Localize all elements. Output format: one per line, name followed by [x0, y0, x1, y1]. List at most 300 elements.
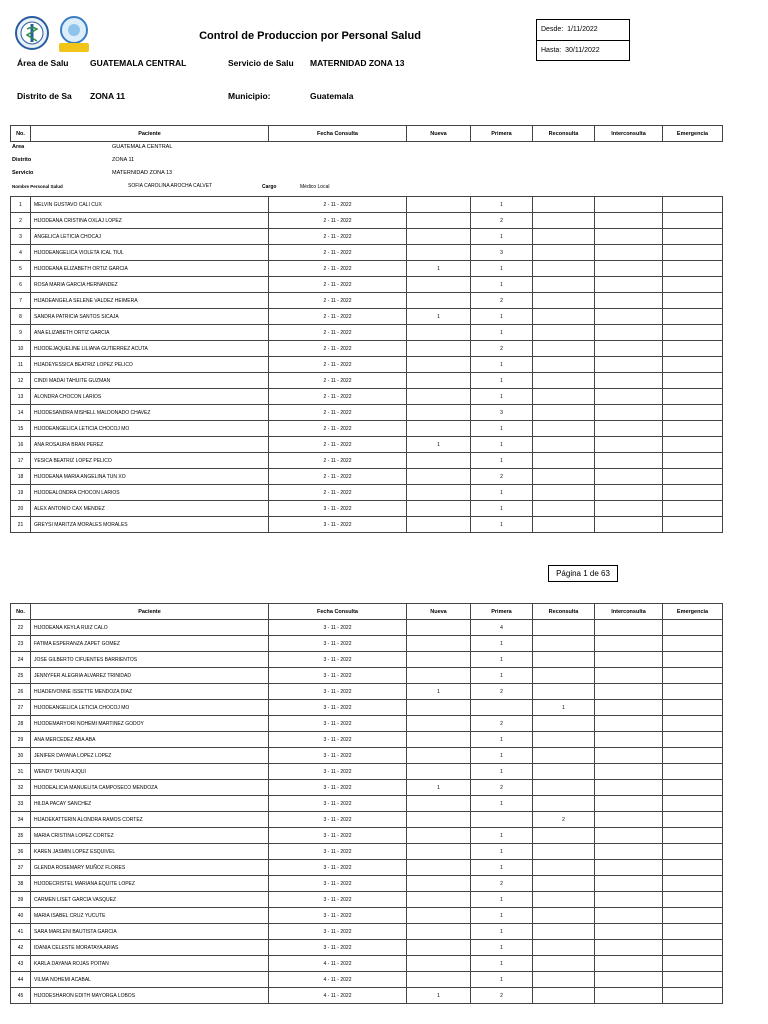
table-cell: 1 [471, 437, 533, 453]
table-row [11, 517, 723, 533]
table-cell: 3 - 11 - 2022 [269, 700, 407, 716]
table-cell: 3 [11, 229, 31, 245]
table-cell: 2 [471, 293, 533, 309]
table-cell [533, 229, 595, 245]
table-cell: 2 - 11 - 2022 [269, 261, 407, 277]
table-cell: 1 [471, 956, 533, 972]
table-cell: 1 [471, 421, 533, 437]
table-cell: 1 [471, 860, 533, 876]
table-cell: CARMEN LISET GARCIA VASQUEZ [31, 892, 269, 908]
table-cell: 14 [11, 405, 31, 421]
table-cell: HIJODEMARYORI NOHEMI MARTINEZ GODOY [31, 716, 269, 732]
table-cell [407, 700, 471, 716]
column-header: Reconsulta [533, 126, 595, 142]
table-row [11, 405, 723, 421]
column-header: Nueva [407, 604, 471, 620]
table-cell: 2 [471, 780, 533, 796]
table-cell: 1 [471, 796, 533, 812]
table-cell: MELVIN GUSTAVO CALI CUX [31, 197, 269, 213]
table-cell [595, 293, 663, 309]
table-cell [407, 213, 471, 229]
table-cell [595, 988, 663, 1004]
table-cell: VILMA NOHEMI ACABAL [31, 972, 269, 988]
table-cell: 1 [471, 652, 533, 668]
table-cell [407, 636, 471, 652]
table-cell: 2 - 11 - 2022 [269, 277, 407, 293]
table-cell: 2 [471, 469, 533, 485]
servicio-value: MATERNIDAD ZONA 13 [310, 58, 405, 68]
patients-table-2 [10, 603, 723, 1004]
table-cell [533, 309, 595, 325]
table-cell [407, 844, 471, 860]
table-cell [407, 716, 471, 732]
table-cell [595, 325, 663, 341]
meta-personal-label: Nombre Personal Salud [12, 184, 63, 189]
table-cell: 15 [11, 421, 31, 437]
table-cell: 1 [407, 684, 471, 700]
table-cell: 2 [471, 716, 533, 732]
table-cell: 1 [471, 501, 533, 517]
table-row [11, 620, 723, 636]
municipio-label: Municipio: [228, 91, 271, 101]
municipio-value: Guatemala [310, 91, 354, 101]
table-row [11, 277, 723, 293]
table-cell: HIJODEALONDRA CHOCON LARIOS [31, 485, 269, 501]
table-cell [407, 652, 471, 668]
table-cell: 3 - 11 - 2022 [269, 940, 407, 956]
table-cell: 2 - 11 - 2022 [269, 213, 407, 229]
column-header: Emergencia [663, 126, 723, 142]
table-cell: 17 [11, 453, 31, 469]
table-cell: 1 [471, 325, 533, 341]
table-cell [407, 876, 471, 892]
table-cell [663, 812, 723, 828]
table-cell [533, 684, 595, 700]
table-cell [533, 764, 595, 780]
table-cell [407, 812, 471, 828]
table-cell: 33 [11, 796, 31, 812]
table-cell [407, 453, 471, 469]
table-cell: 1 [471, 453, 533, 469]
table-cell [407, 293, 471, 309]
table-cell: KAREN JASMIN LOPEZ ESQUIVEL [31, 844, 269, 860]
table-cell [663, 325, 723, 341]
table-cell: HILDA PACAY SANCHEZ [31, 796, 269, 812]
table-cell [407, 245, 471, 261]
hasta-label: Hasta: [541, 47, 562, 54]
table-row [11, 341, 723, 357]
table-cell [533, 732, 595, 748]
meta-personal-value: SOFIA CAROLINA AROCHA CALVET [128, 183, 213, 189]
table-cell [663, 956, 723, 972]
table-row [11, 796, 723, 812]
table-cell: 12 [11, 373, 31, 389]
table-cell: 1 [471, 485, 533, 501]
table-cell: HIJODECRISTEL MARIANA EQUITE LOPEZ [31, 876, 269, 892]
table-cell: SARA MARLENI BAUTISTA GARCIA [31, 924, 269, 940]
table-cell [407, 277, 471, 293]
table-cell: 25 [11, 668, 31, 684]
table-cell: 1 [533, 700, 595, 716]
table-cell [407, 421, 471, 437]
table-cell [663, 469, 723, 485]
column-header: No. [11, 604, 31, 620]
table-row [11, 453, 723, 469]
column-header: Interconsulta [595, 126, 663, 142]
table-cell: 1 [471, 924, 533, 940]
table-cell [533, 277, 595, 293]
table-cell: 2 [471, 876, 533, 892]
table-cell: HIJODEANGELICA LETICIA CHOCOJ MO [31, 421, 269, 437]
table-cell [595, 796, 663, 812]
table-cell: 43 [11, 956, 31, 972]
table-cell: 1 [407, 988, 471, 1004]
table-cell: 1 [471, 197, 533, 213]
table-cell [533, 796, 595, 812]
table-row [11, 373, 723, 389]
meta-servicio-label: Servicio [12, 170, 34, 176]
table-cell: 3 - 11 - 2022 [269, 636, 407, 652]
table-cell [595, 716, 663, 732]
table-cell [471, 700, 533, 716]
table-cell [407, 748, 471, 764]
table-cell: 37 [11, 860, 31, 876]
table-cell [407, 972, 471, 988]
table-cell: 3 - 11 - 2022 [269, 924, 407, 940]
table-cell [533, 972, 595, 988]
table-row [11, 780, 723, 796]
table-cell: 16 [11, 437, 31, 453]
table-cell [595, 501, 663, 517]
table-cell: 3 - 11 - 2022 [269, 517, 407, 533]
table-cell [533, 341, 595, 357]
table-cell: 41 [11, 924, 31, 940]
table-cell: 2 - 11 - 2022 [269, 453, 407, 469]
table-cell: 9 [11, 325, 31, 341]
table-cell: 31 [11, 764, 31, 780]
table-cell: 1 [471, 373, 533, 389]
table-row [11, 684, 723, 700]
table-row [11, 764, 723, 780]
table-cell [663, 245, 723, 261]
table-cell: HIJODEJAQUELINE LILIANA GUTIERREZ ACUTA [31, 341, 269, 357]
table-cell [533, 620, 595, 636]
table-cell [407, 732, 471, 748]
table-cell: 3 - 11 - 2022 [269, 780, 407, 796]
table-cell [533, 940, 595, 956]
table-cell: 34 [11, 812, 31, 828]
table-cell: JOSE GILBERTO CIFUENTES BARRIENTOS [31, 652, 269, 668]
table-cell: GREYSI MARITZA MORALES MORALES [31, 517, 269, 533]
table-cell [663, 988, 723, 1004]
meta-cargo-value: Médico Local [300, 184, 330, 190]
table-cell: 10 [11, 341, 31, 357]
table-cell [407, 405, 471, 421]
table-cell [595, 844, 663, 860]
table-cell [407, 517, 471, 533]
table-cell: 1 [407, 309, 471, 325]
table-cell: 3 - 11 - 2022 [269, 748, 407, 764]
table-cell: 3 - 11 - 2022 [269, 860, 407, 876]
table-cell: ANGELICA LETICIA CHOCAJ [31, 229, 269, 245]
table-cell [595, 908, 663, 924]
table-cell [407, 197, 471, 213]
table-row [11, 229, 723, 245]
table-cell [533, 453, 595, 469]
table-cell: HIJODEANGELICA LETICIA CHOCOJ MO [31, 700, 269, 716]
table-cell [595, 812, 663, 828]
meta-area-label: Area [12, 144, 25, 150]
table-cell: SANDRA PATRICIA SANTOS SICAJA [31, 309, 269, 325]
table-cell [595, 229, 663, 245]
table-cell [533, 437, 595, 453]
table-cell [663, 261, 723, 277]
table-cell: 2 - 11 - 2022 [269, 405, 407, 421]
table-cell: 38 [11, 876, 31, 892]
table-cell: 11 [11, 357, 31, 373]
table-cell [595, 485, 663, 501]
table-cell [407, 501, 471, 517]
table-cell: 4 [471, 620, 533, 636]
column-header: Reconsulta [533, 604, 595, 620]
column-header: Primera [471, 126, 533, 142]
date-range-box [536, 19, 630, 61]
table-cell [595, 748, 663, 764]
column-header: Nueva [407, 126, 471, 142]
table-cell [407, 389, 471, 405]
table-cell [595, 469, 663, 485]
sigsa-logo [56, 15, 92, 55]
table-cell: 27 [11, 700, 31, 716]
table-cell [533, 908, 595, 924]
table-cell: 40 [11, 908, 31, 924]
table-row [11, 812, 723, 828]
table-cell [407, 469, 471, 485]
table-cell: 1 [471, 517, 533, 533]
table-cell: 39 [11, 892, 31, 908]
distrito-value: ZONA 11 [90, 91, 126, 101]
table-cell: 1 [471, 892, 533, 908]
table-cell: ANA MERCEDEZ ABA ABA [31, 732, 269, 748]
table-row [11, 213, 723, 229]
meta-distrito-label: Distrito [12, 157, 32, 163]
table-cell [663, 421, 723, 437]
table-cell [663, 668, 723, 684]
table-cell [533, 197, 595, 213]
table-cell: ALONDRA CHOCON LARIOS [31, 389, 269, 405]
table-row [11, 732, 723, 748]
table-cell: 29 [11, 732, 31, 748]
table-cell [595, 892, 663, 908]
table-cell: WENDY TAYUN AJQUI [31, 764, 269, 780]
table-cell: 3 - 11 - 2022 [269, 620, 407, 636]
table-cell: 1 [471, 732, 533, 748]
table-cell: 20 [11, 501, 31, 517]
table-cell [533, 876, 595, 892]
table-cell: 2 - 11 - 2022 [269, 485, 407, 501]
meta-distrito-value: ZONA 11 [112, 157, 135, 163]
table-cell [663, 924, 723, 940]
column-header: Fecha Consulta [269, 126, 407, 142]
table-cell: 3 - 11 - 2022 [269, 844, 407, 860]
table-row [11, 748, 723, 764]
table-cell [533, 517, 595, 533]
table-cell: 13 [11, 389, 31, 405]
table-header-1 [10, 125, 723, 142]
table-cell [407, 325, 471, 341]
column-header: Fecha Consulta [269, 604, 407, 620]
table-cell [663, 517, 723, 533]
table-cell: FATIMA ESPERANZA ZAPET GOMEZ [31, 636, 269, 652]
table-row [11, 501, 723, 517]
table-row [11, 716, 723, 732]
table-cell: 1 [471, 908, 533, 924]
area-value: GUATEMALA CENTRAL [90, 58, 187, 68]
table-cell: ALEX ANTONIO CAX MENDEZ [31, 501, 269, 517]
table-cell: 3 - 11 - 2022 [269, 764, 407, 780]
table-cell [533, 357, 595, 373]
table-cell [663, 405, 723, 421]
table-cell [533, 636, 595, 652]
table-cell [595, 341, 663, 357]
table-row [11, 892, 723, 908]
table-cell: HIJODEANA CRISTINA OXLAJ LOPEZ [31, 213, 269, 229]
table-cell: 42 [11, 940, 31, 956]
table-cell: HIJADEKATTERIN ALONDRA RAMOS CORTEZ [31, 812, 269, 828]
table-cell [663, 684, 723, 700]
table-cell [595, 972, 663, 988]
table-cell [407, 357, 471, 373]
table-row [11, 309, 723, 325]
table-cell: 22 [11, 620, 31, 636]
table-cell: 1 [407, 261, 471, 277]
table-cell [533, 780, 595, 796]
table-cell [663, 652, 723, 668]
table-cell: 2 - 11 - 2022 [269, 325, 407, 341]
table-cell [663, 764, 723, 780]
table-cell [663, 908, 723, 924]
table-row [11, 485, 723, 501]
health-ministry-logo [14, 15, 50, 51]
table-cell [595, 940, 663, 956]
table-cell [533, 716, 595, 732]
table-cell [407, 860, 471, 876]
table-cell [595, 700, 663, 716]
column-header: Paciente [31, 126, 269, 142]
table-cell [595, 405, 663, 421]
table-cell: 28 [11, 716, 31, 732]
table-cell: 2 [533, 812, 595, 828]
table-cell [595, 732, 663, 748]
table-row [11, 469, 723, 485]
table-cell: 3 - 11 - 2022 [269, 908, 407, 924]
table-cell [407, 229, 471, 245]
table-cell: 2 - 11 - 2022 [269, 357, 407, 373]
table-row [11, 844, 723, 860]
table-cell [533, 469, 595, 485]
table-row [11, 940, 723, 956]
column-header: No. [11, 126, 31, 142]
table-cell [663, 213, 723, 229]
table-cell: 1 [471, 389, 533, 405]
table-cell: HIJODEANA KEYLA RUIZ CALO [31, 620, 269, 636]
table-row [11, 245, 723, 261]
table-cell [663, 700, 723, 716]
table-cell [595, 956, 663, 972]
table-cell [533, 501, 595, 517]
table-cell [595, 924, 663, 940]
table-cell [533, 924, 595, 940]
table-cell [533, 956, 595, 972]
table-cell: 3 - 11 - 2022 [269, 668, 407, 684]
table-cell: HIJODEANA MARIA ANGELINA TUN XO [31, 469, 269, 485]
table-row [11, 700, 723, 716]
table-cell [663, 940, 723, 956]
table-cell: ANA ROSAURA BRAN PEREZ [31, 437, 269, 453]
table-cell [407, 373, 471, 389]
table-row [11, 421, 723, 437]
column-header: Emergencia [663, 604, 723, 620]
table-cell: 2 [11, 213, 31, 229]
table-cell [533, 748, 595, 764]
table-cell: 3 - 11 - 2022 [269, 812, 407, 828]
table-cell: KARLA DAYANA ROJAS POITAN [31, 956, 269, 972]
table-row [11, 389, 723, 405]
table-cell: 3 - 11 - 2022 [269, 716, 407, 732]
table-cell: 30 [11, 748, 31, 764]
table-cell: JENNYFER ALEGRIA ALVAREZ TRINIDAD [31, 668, 269, 684]
table-cell [595, 636, 663, 652]
table-cell: HIJODEANA ELIZABETH ORTIZ GARCIA [31, 261, 269, 277]
table-cell: JENIFER DAYANA LOPEZ LOPEZ [31, 748, 269, 764]
table-cell [533, 892, 595, 908]
table-cell: 26 [11, 684, 31, 700]
table-cell: 36 [11, 844, 31, 860]
table-cell: 3 - 11 - 2022 [269, 876, 407, 892]
table-row [11, 876, 723, 892]
meta-cargo-label: Cargo [262, 184, 277, 190]
table-cell [533, 668, 595, 684]
table-cell [595, 197, 663, 213]
table-cell [533, 261, 595, 277]
table-cell: 2 - 11 - 2022 [269, 469, 407, 485]
table-cell [663, 796, 723, 812]
table-cell: ANA ELIZABETH ORTIZ GARCIA [31, 325, 269, 341]
table-cell: 3 - 11 - 2022 [269, 501, 407, 517]
table-cell [663, 389, 723, 405]
table-cell [407, 620, 471, 636]
table-cell: 1 [407, 437, 471, 453]
table-cell: 1 [471, 261, 533, 277]
table-cell [595, 620, 663, 636]
table-cell [663, 341, 723, 357]
table-cell [595, 453, 663, 469]
table-cell: 1 [471, 636, 533, 652]
table-cell: 45 [11, 988, 31, 1004]
table-cell: 2 [471, 213, 533, 229]
table-cell [407, 668, 471, 684]
table-cell [595, 668, 663, 684]
table-cell: 2 [471, 341, 533, 357]
table-cell [407, 892, 471, 908]
table-cell: HIJODEALICIA MANUELITA CAMPOSECO MENDOZA [31, 780, 269, 796]
table-cell: 3 - 11 - 2022 [269, 892, 407, 908]
table-cell: 8 [11, 309, 31, 325]
table-cell [533, 828, 595, 844]
table-cell: 18 [11, 469, 31, 485]
table-cell: 3 - 11 - 2022 [269, 652, 407, 668]
table-cell: 44 [11, 972, 31, 988]
